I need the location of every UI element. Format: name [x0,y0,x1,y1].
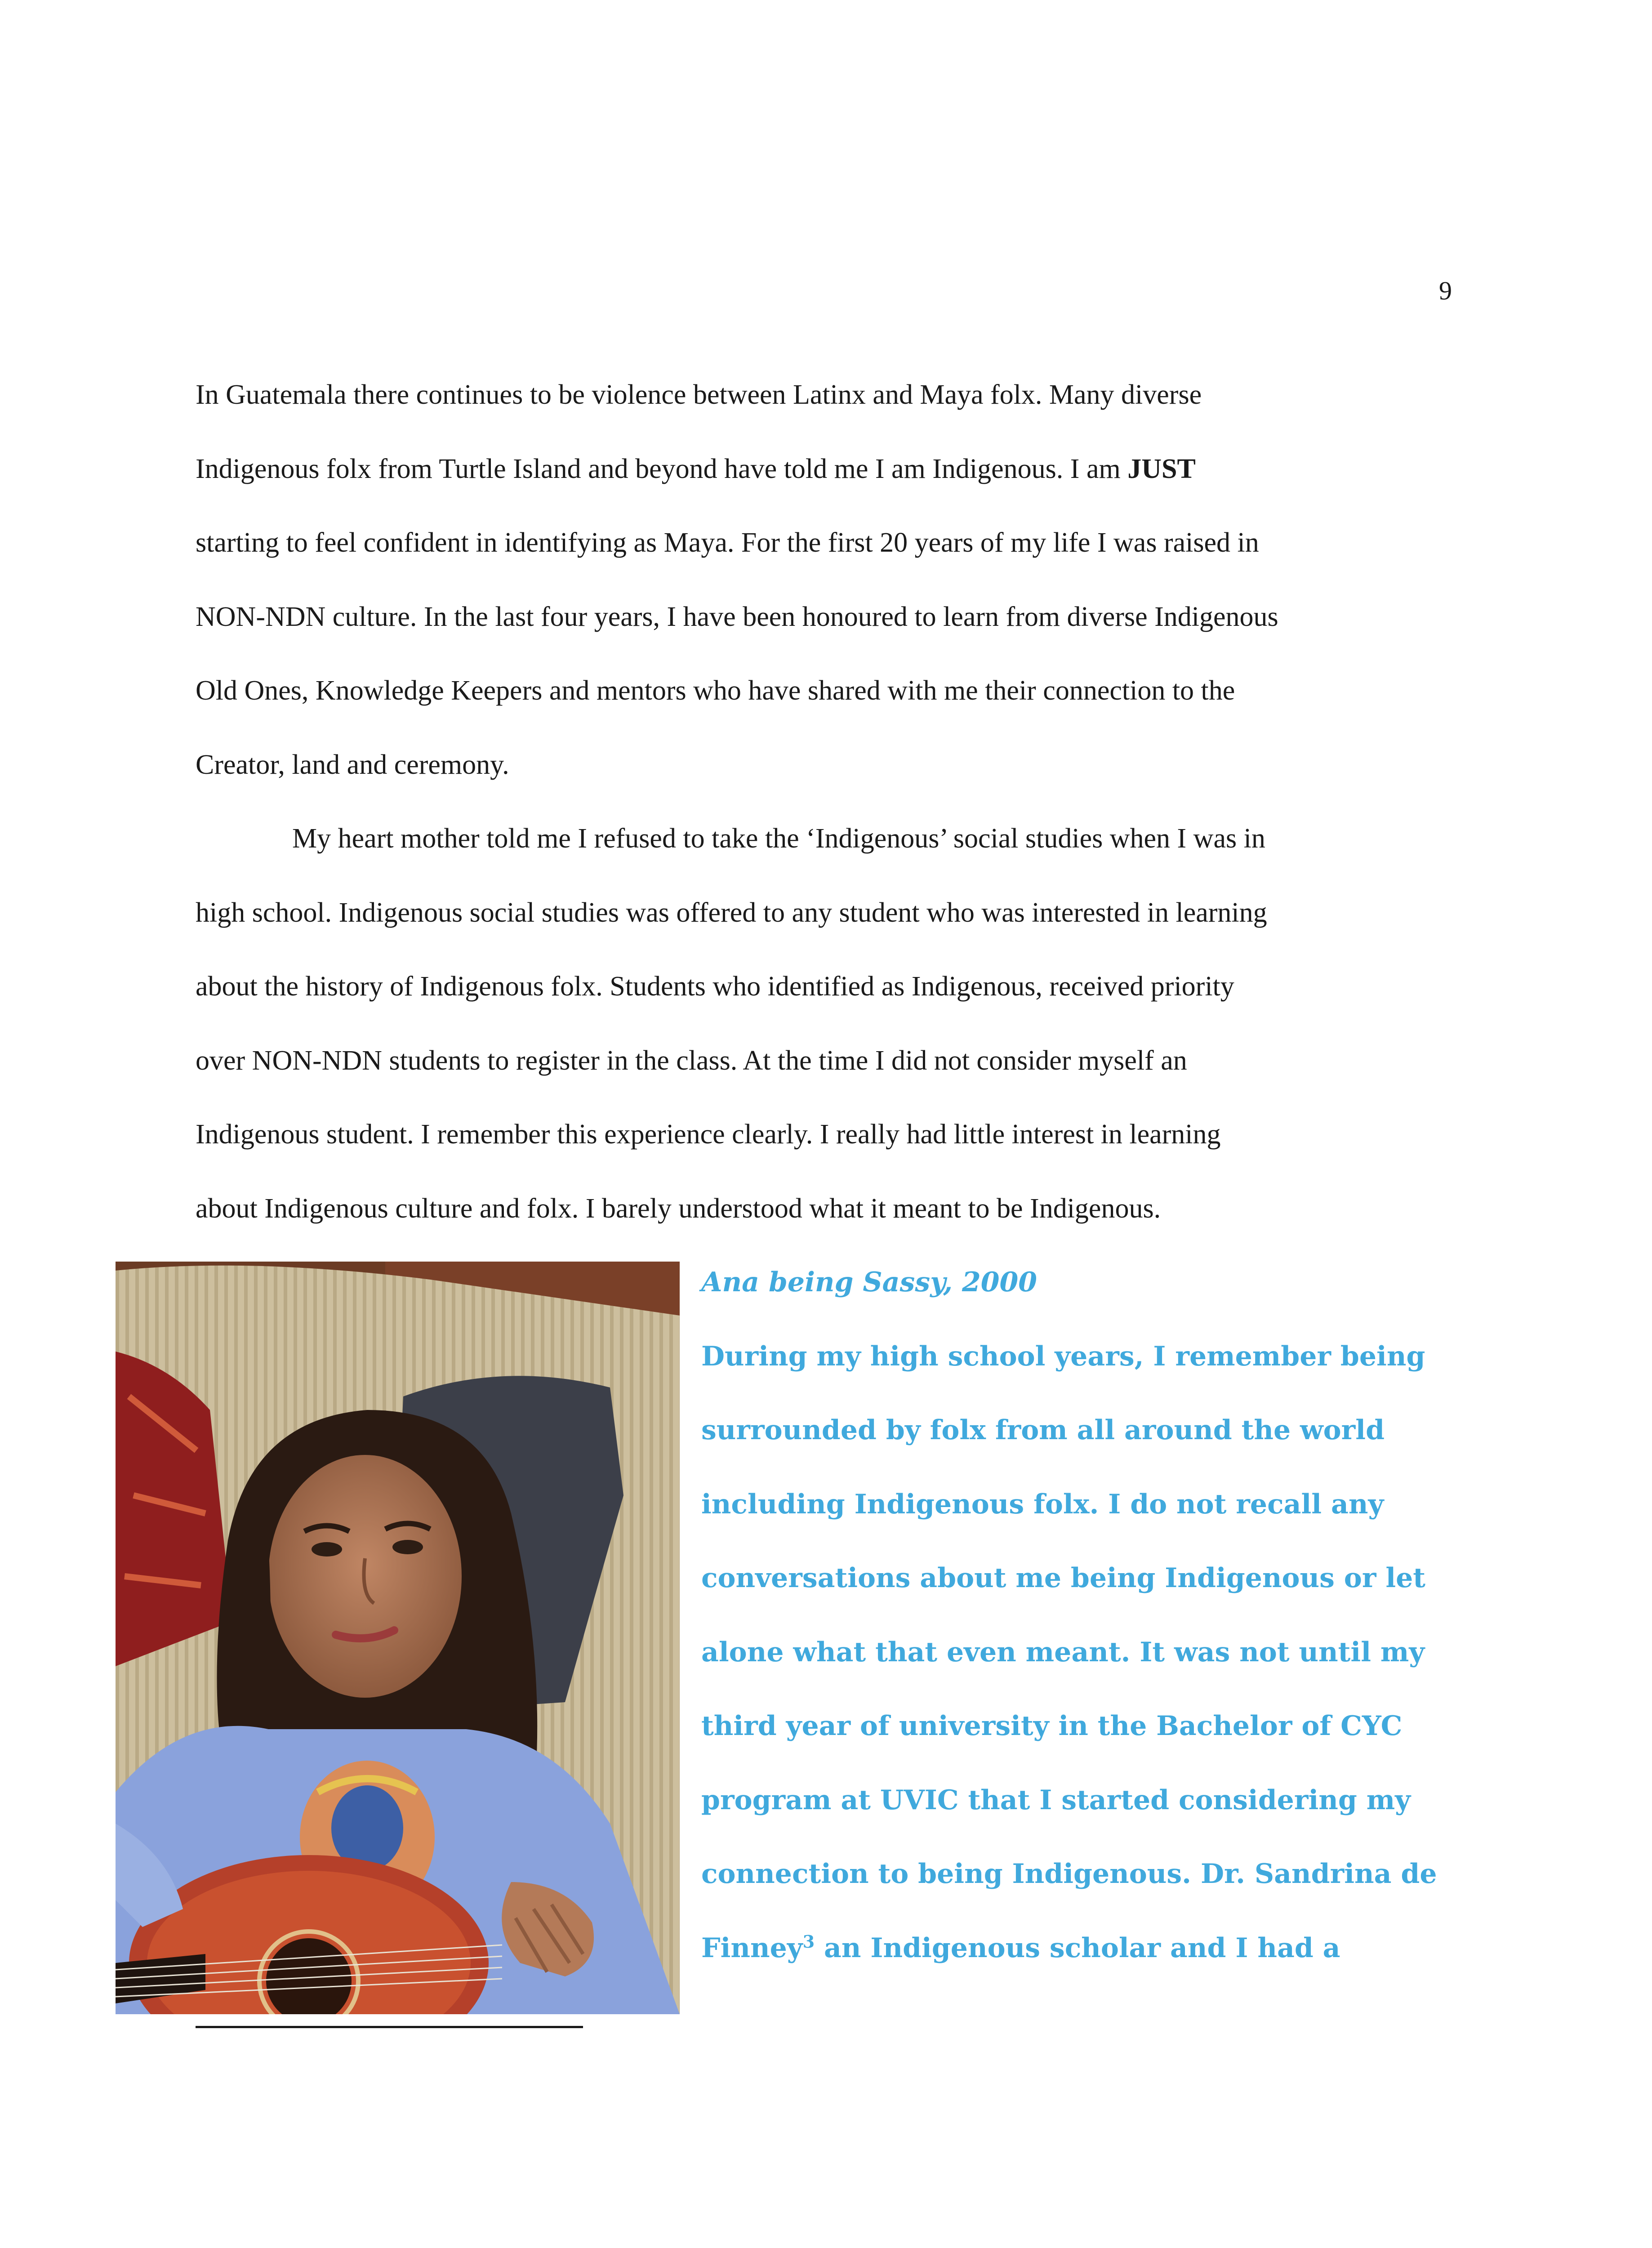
text-line: about Indigenous culture and folx. I barely understood what it meant to be Indigenous. [196,1193,1161,1224]
footnote-reference[interactable]: 3 [802,1931,815,1952]
caption-line: connection to being Indigenous. Dr. Sandrina de [701,1858,1437,1890]
text-line: Old Ones, Knowledge Keepers and mentors who have shared with me their connection to the [196,675,1235,706]
text-line: My heart mother told me I refused to take the ‘Indigenous’ social studies when I was in [292,823,1265,854]
text-line: about the history of Indigenous folx. Students who identified as Indigenous, received priority [196,971,1234,1002]
text-line: high school. Indigenous social studies was offered to any student who was interested in learning [196,897,1267,928]
caption-line: surrounded by folx from all around the world [701,1414,1385,1446]
text-line [196,432,1278,506]
paragraph-1 [196,358,1278,802]
caption-line: third year of university in the Bachelor of CYC [701,1710,1403,1742]
text-line: Indigenous student. I remember this experience clearly. I really had little interest in learning [196,1119,1221,1150]
text-line: Creator, land and ceremony. [196,749,509,780]
footnote-separator [196,2026,583,2028]
text-line: NON-NDN culture. In the last four years, I have been honoured to learn from diverse Indigenous [196,601,1278,632]
caption-line: conversations about me being Indigenous or let [701,1562,1426,1594]
caption-line: During my high school years, I remember being [701,1340,1425,1372]
page-number: 9 [1439,276,1452,305]
paragraph-2 [196,802,1267,1245]
caption-line: program at UVIC that I started considering my [701,1784,1411,1816]
text-line: In Guatemala there continues to be violence between Latinx and Maya folx. Many diverse [196,379,1202,410]
caption-line: including Indigenous folx. I do not recall any [701,1488,1384,1520]
caption-text-segment: Finney [701,1932,803,1964]
emphasis-just: JUST [1127,453,1196,484]
caption-line: alone what that even meant. It was not until my [701,1636,1425,1668]
caption-text-segment: an Indigenous scholar and I had a [815,1932,1340,1964]
caption-title: Ana being Sassy, 2000 [701,1267,1037,1298]
caption-line [701,1911,1437,1985]
text-line: over NON-NDN students to register in the class. At the time I did not consider myself an [196,1045,1187,1076]
text-segment: Indigenous folx from Turtle Island and beyond have told me I am Indigenous. I am [196,453,1128,484]
photo-illustration [116,1262,680,2014]
text-line: starting to feel confident in identifying as Maya. For the first 20 years of my life I was raised in [196,527,1259,558]
photo-caption [701,1245,1437,1985]
photo-girl-with-guitar [116,1262,680,2014]
